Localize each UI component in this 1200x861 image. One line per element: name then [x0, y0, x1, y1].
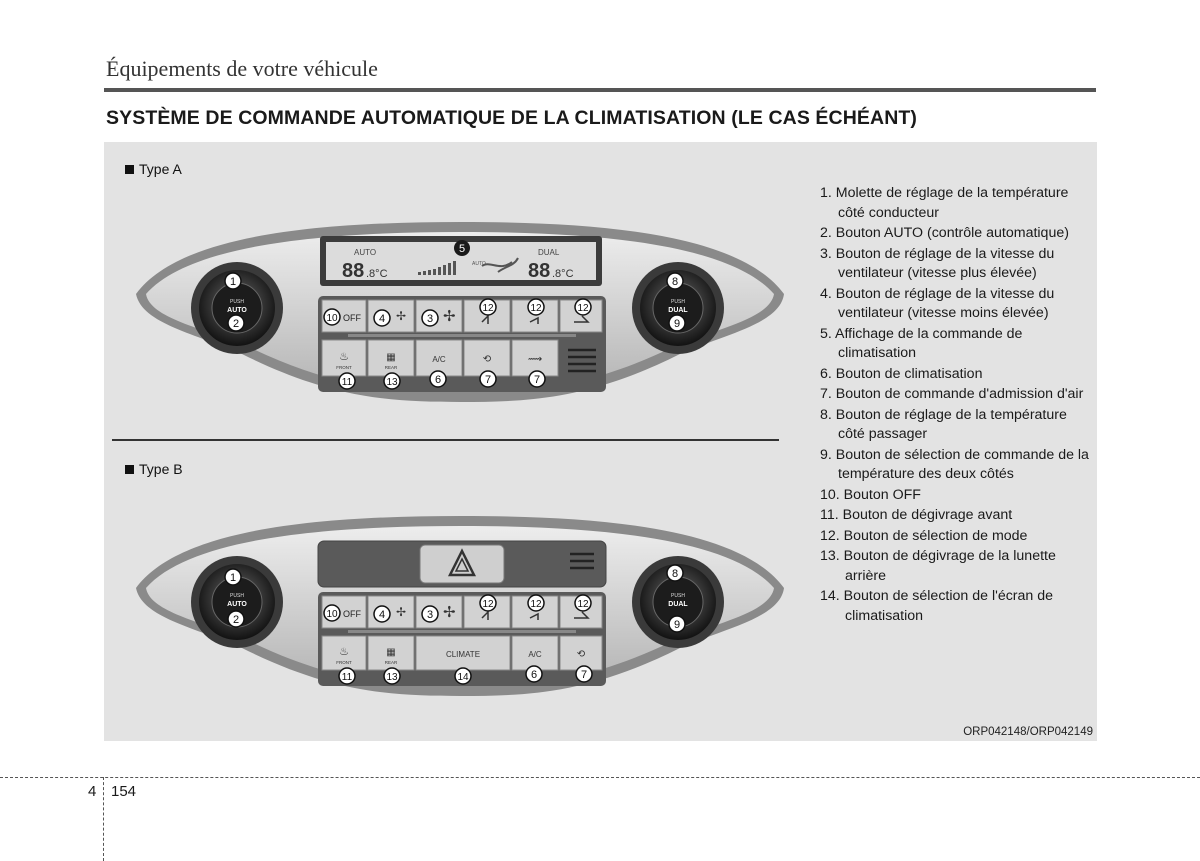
legend-item: 11. Bouton de dégivrage avant [820, 507, 1013, 523]
legend-item: 9. Bouton de sélection de commande de la température des deux côtés [820, 446, 1089, 482]
svg-text:2: 2 [232, 318, 240, 330]
svg-text:DUAL: DUAL [668, 601, 688, 608]
svg-text:DUAL: DUAL [668, 307, 688, 314]
figure-divider [112, 439, 779, 441]
legend-list [820, 184, 1092, 627]
svg-text:7: 7 [580, 669, 588, 681]
type-b-label: Type B [125, 461, 183, 477]
type-b-panel [120, 508, 802, 708]
legend-item: 4. Bouton de réglage de la vitesse du ventilateur (vitesse moins élevée) [820, 285, 1055, 321]
display-temp-right: 88 [528, 260, 551, 282]
svg-text:5: 5 [458, 243, 466, 255]
svg-text:REAR: REAR [384, 660, 398, 665]
front-defrost-icon: ♨ [339, 646, 349, 658]
svg-text:PUSH: PUSH [230, 593, 244, 599]
svg-text:12: 12 [530, 599, 542, 610]
rear-defrost-icon: ▦ [386, 352, 396, 363]
display-dual-text: DUAL [538, 248, 560, 257]
svg-text:4: 4 [378, 313, 386, 325]
svg-text:1: 1 [229, 572, 237, 584]
svg-text:12: 12 [530, 303, 542, 314]
chapter-title: Équipements de votre véhicule [106, 56, 378, 81]
legend-item: 12. Bouton de sélection de mode [820, 527, 1028, 544]
figure-code: ORP042148/ORP042149 [963, 726, 1093, 738]
fan-low-icon: ✢ [396, 309, 407, 323]
svg-text:11: 11 [341, 377, 353, 388]
fan-low-icon: ✢ [396, 605, 407, 619]
svg-text:12: 12 [577, 599, 589, 610]
legend-item: 7. Bouton de commande d'admission d'air [820, 386, 1084, 402]
svg-text:10: 10 [326, 313, 338, 324]
svg-text:PUSH: PUSH [230, 299, 244, 305]
legend-item: 10. Bouton OFF [820, 486, 921, 503]
svg-text:FRONT: FRONT [336, 365, 352, 370]
svg-text:11: 11 [341, 672, 353, 683]
display-temp-left: 88 [342, 260, 365, 282]
svg-text:14: 14 [457, 672, 469, 683]
page-number: 154 [111, 783, 137, 800]
button-row-top [322, 300, 602, 332]
svg-text:12: 12 [482, 599, 494, 610]
display-unit-right: .8°C [552, 268, 574, 280]
led-strip [348, 630, 576, 633]
led-strip [348, 334, 576, 337]
legend-item: 2. Bouton AUTO (contrôle automatique) [820, 225, 1069, 241]
chapter-rule [104, 88, 1096, 92]
display-auto-small: AUTO [472, 261, 486, 267]
svg-text:12: 12 [577, 303, 589, 314]
fan-high-icon: ✢ [443, 308, 456, 325]
legend-item: 6. Bouton de climatisation [820, 365, 983, 382]
svg-text:12: 12 [482, 303, 494, 314]
display-auto-text: AUTO [354, 248, 377, 257]
legend-item: 8. Bouton de réglage de la température côté passager [820, 406, 1067, 442]
svg-text:4: 4 [378, 609, 386, 621]
type-a-label: Type A [125, 161, 182, 177]
svg-text:A/C: A/C [432, 355, 446, 364]
svg-text:OFF: OFF [343, 313, 361, 323]
recirc-icon: ⟲ [576, 649, 586, 660]
svg-text:1: 1 [229, 276, 237, 288]
svg-text:PUSH: PUSH [671, 593, 685, 599]
svg-text:9: 9 [673, 318, 681, 330]
legend-item: 13. Bouton de dégivrage de la lunette arrière [820, 548, 1056, 584]
recirc-icon: ⟲ [482, 354, 492, 365]
svg-text:9: 9 [673, 619, 681, 631]
svg-text:3: 3 [426, 609, 434, 621]
footer-vertical-dashed-rule [103, 777, 104, 861]
svg-text:13: 13 [386, 672, 398, 683]
rear-defrost-icon: ▦ [386, 647, 396, 658]
svg-text:7: 7 [484, 374, 492, 386]
legend-item: 14. Bouton de sélection de l'écran de climatisation [820, 588, 1054, 624]
svg-text:13: 13 [386, 377, 398, 388]
svg-text:6: 6 [530, 669, 538, 681]
figure [104, 142, 1097, 741]
svg-text:2: 2 [232, 614, 240, 626]
svg-text:3: 3 [426, 313, 434, 325]
svg-text:A/C: A/C [528, 650, 542, 659]
svg-text:PUSH: PUSH [671, 299, 685, 305]
svg-text:7: 7 [533, 374, 541, 386]
svg-text:AUTO: AUTO [227, 601, 247, 608]
legend-item: 3. Bouton de réglage de la vitesse du ventilateur (vitesse plus élevée) [820, 245, 1055, 281]
svg-text:FRONT: FRONT [336, 660, 352, 665]
footer-dashed-rule [0, 777, 1200, 778]
legend-item: 5. Affichage de la commande de climatisation [820, 325, 1023, 361]
svg-text:8: 8 [671, 276, 679, 288]
front-defrost-icon: ♨ [339, 351, 349, 363]
section-title: SYSTÈME DE COMMANDE AUTOMATIQUE DE LA CLIMATISATION (LE CAS ÉCHÉANT) [106, 107, 917, 129]
legend-item: 1. Molette de réglage de la température côté conducteur [820, 185, 1069, 221]
svg-text:REAR: REAR [384, 365, 398, 370]
type-a-panel [120, 214, 802, 414]
svg-text:AUTO: AUTO [227, 307, 247, 314]
svg-text:8: 8 [671, 568, 679, 580]
display-unit-left: .8°C [366, 268, 388, 280]
fresh-air-icon: ⟿ [527, 354, 543, 365]
svg-text:CLIMATE: CLIMATE [445, 650, 481, 659]
chapter-number: 4 [88, 783, 97, 800]
svg-text:10: 10 [326, 609, 338, 620]
svg-text:6: 6 [434, 374, 442, 386]
fan-high-icon: ✢ [443, 604, 456, 621]
svg-text:OFF: OFF [343, 609, 361, 619]
